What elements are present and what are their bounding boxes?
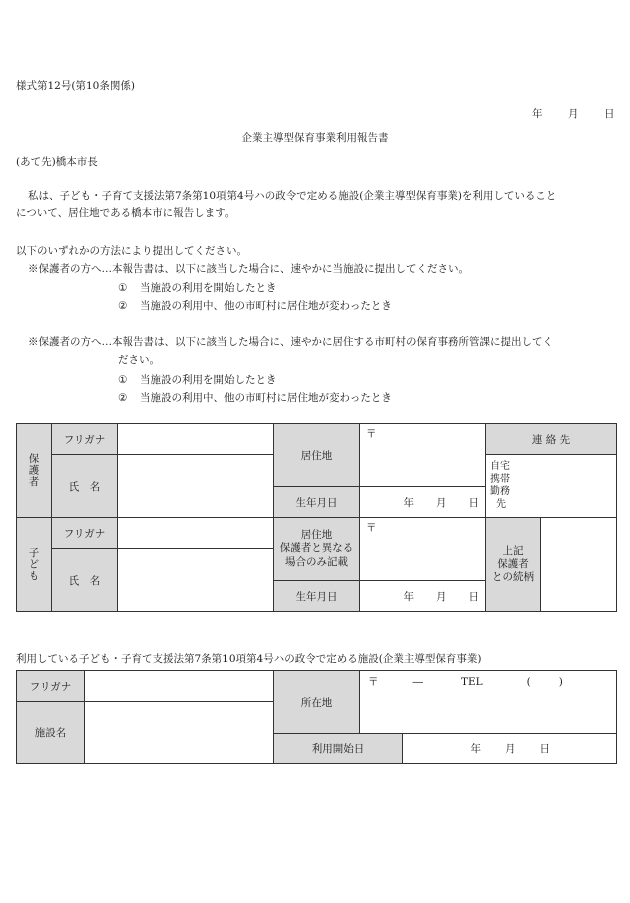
note2-item2-mark: ② — [118, 392, 128, 404]
guardian-child-table — [16, 423, 617, 612]
child-residence-line1: 居住地 — [300, 529, 333, 542]
guardian-furigana-label: フリガナ — [52, 424, 118, 455]
note1-item2-mark: ② — [118, 300, 128, 312]
note1-item2-text: 当施設の利用中、他の市町村に居住地が変わったとき — [140, 300, 392, 312]
facility-table — [16, 670, 617, 764]
facility-name-field[interactable] — [85, 702, 274, 764]
birth-day: 日 — [468, 496, 479, 509]
facility-tel-close: ) — [558, 676, 563, 688]
child-birth-day: 日 — [468, 590, 479, 603]
addressee: (あて先)橋本市長 — [16, 156, 98, 168]
document-title: 企業主導型保育事業利用報告書 — [241, 132, 389, 144]
guardian-residence-field[interactable] — [360, 424, 486, 487]
start-date-field[interactable] — [403, 734, 617, 764]
child-furigana-field[interactable] — [118, 518, 274, 549]
child-furigana-label: フリガナ — [52, 518, 118, 549]
date-month-label: 月 — [568, 108, 579, 120]
note2-line1: ※保護者の方へ…本報告書は、以下に該当した場合に、速やかに居住する市町村の保育事務所管課に提出してく — [28, 336, 553, 348]
postal-mark: 〒 — [366, 428, 377, 440]
child-birth-month: 月 — [436, 590, 447, 603]
child-name-label: 氏 名 — [52, 549, 118, 612]
guardian-name-field[interactable] — [118, 455, 274, 518]
contact-header: 連 絡 先 — [486, 424, 617, 455]
note2-item1-text: 当施設の利用を開始したとき — [140, 374, 277, 386]
contact-work1: 勤務 — [490, 486, 510, 497]
facility-name-label: 施設名 — [17, 702, 85, 764]
paragraph-line2: について、居住地である橋本市に報告します。 — [16, 207, 236, 219]
relation-line3: との続柄 — [492, 571, 534, 584]
child-label-cell — [17, 518, 52, 612]
child-birth-year: 年 — [403, 590, 414, 603]
instruction: 以下のいずれかの方法により提出してください。 — [16, 245, 247, 257]
note2-item2-text: 当施設の利用中、他の市町村に居住地が変わったとき — [140, 392, 392, 404]
child-residence-line3: 場合のみ記載 — [285, 555, 348, 568]
facility-postal-mark: 〒 — [368, 676, 379, 688]
note1-item1-mark: ① — [118, 282, 128, 294]
facility-furigana-field[interactable] — [85, 671, 274, 702]
guardian-residence-label: 居住地 — [274, 424, 360, 487]
child-postal-mark: 〒 — [366, 522, 377, 534]
relation-label — [486, 518, 541, 612]
relation-field[interactable] — [541, 518, 617, 612]
guardian-name-label: 氏 名 — [52, 455, 118, 518]
start-month: 月 — [505, 743, 516, 755]
date-day-label: 日 — [604, 108, 615, 120]
start-year: 年 — [470, 743, 481, 755]
start-day: 日 — [539, 743, 550, 755]
facility-postal-dash: ― — [412, 676, 423, 688]
guardian-label-cell — [17, 424, 52, 518]
facility-location-field[interactable] — [360, 671, 617, 734]
birth-year: 年 — [403, 496, 414, 509]
child-residence-line2: 保護者と異なる — [279, 542, 354, 555]
guardian-furigana-field[interactable] — [118, 424, 274, 455]
facility-table-caption: 利用している子ども・子育て支援法第7条第10項第4号ハの政令で定める施設(企業主導型保育事業) — [16, 653, 482, 665]
note2-line2: ださい。 — [118, 354, 160, 366]
child-name-field[interactable] — [118, 549, 274, 612]
guardian-birthdate-label: 生年月日 — [274, 487, 360, 518]
facility-tel-open: ( — [526, 676, 531, 688]
child-birthdate-field[interactable] — [360, 581, 486, 612]
child-label: 子ども — [27, 547, 40, 582]
child-birthdate-label: 生年月日 — [274, 581, 360, 612]
guardian-birthdate-field[interactable] — [360, 487, 486, 518]
relation-line1: 上記 — [502, 544, 524, 557]
note1: ※保護者の方へ…本報告書は、以下に該当した場合に、速やかに当施設に提出してください。 — [28, 263, 469, 275]
birth-month: 月 — [436, 496, 447, 509]
start-date-label: 利用開始日 — [274, 734, 403, 764]
contact-work2: 先 — [496, 498, 506, 510]
facility-location-label: 所在地 — [274, 671, 360, 734]
paragraph-line1: 私は、子ども・子育て支援法第7条第10項第4号ハの政令で定める施設(企業主導型保育事業)を利用していること — [28, 190, 557, 202]
note1-item1-text: 当施設の利用を開始したとき — [140, 282, 277, 294]
form-number: 様式第12号(第10条関係) — [16, 80, 135, 92]
contact-field[interactable] — [486, 455, 617, 518]
facility-tel-label: TEL — [461, 676, 483, 688]
guardian-label: 保護者 — [27, 453, 40, 488]
date-year-label: 年 — [532, 108, 543, 120]
contact-home: 自宅 — [490, 461, 510, 472]
child-residence-field[interactable] — [360, 518, 486, 581]
relation-line2: 保護者 — [497, 557, 529, 570]
facility-furigana-label: フリガナ — [17, 671, 85, 702]
note2-item1-mark: ① — [118, 374, 128, 386]
child-residence-label — [274, 518, 360, 581]
contact-mobile: 携帯 — [490, 473, 510, 485]
